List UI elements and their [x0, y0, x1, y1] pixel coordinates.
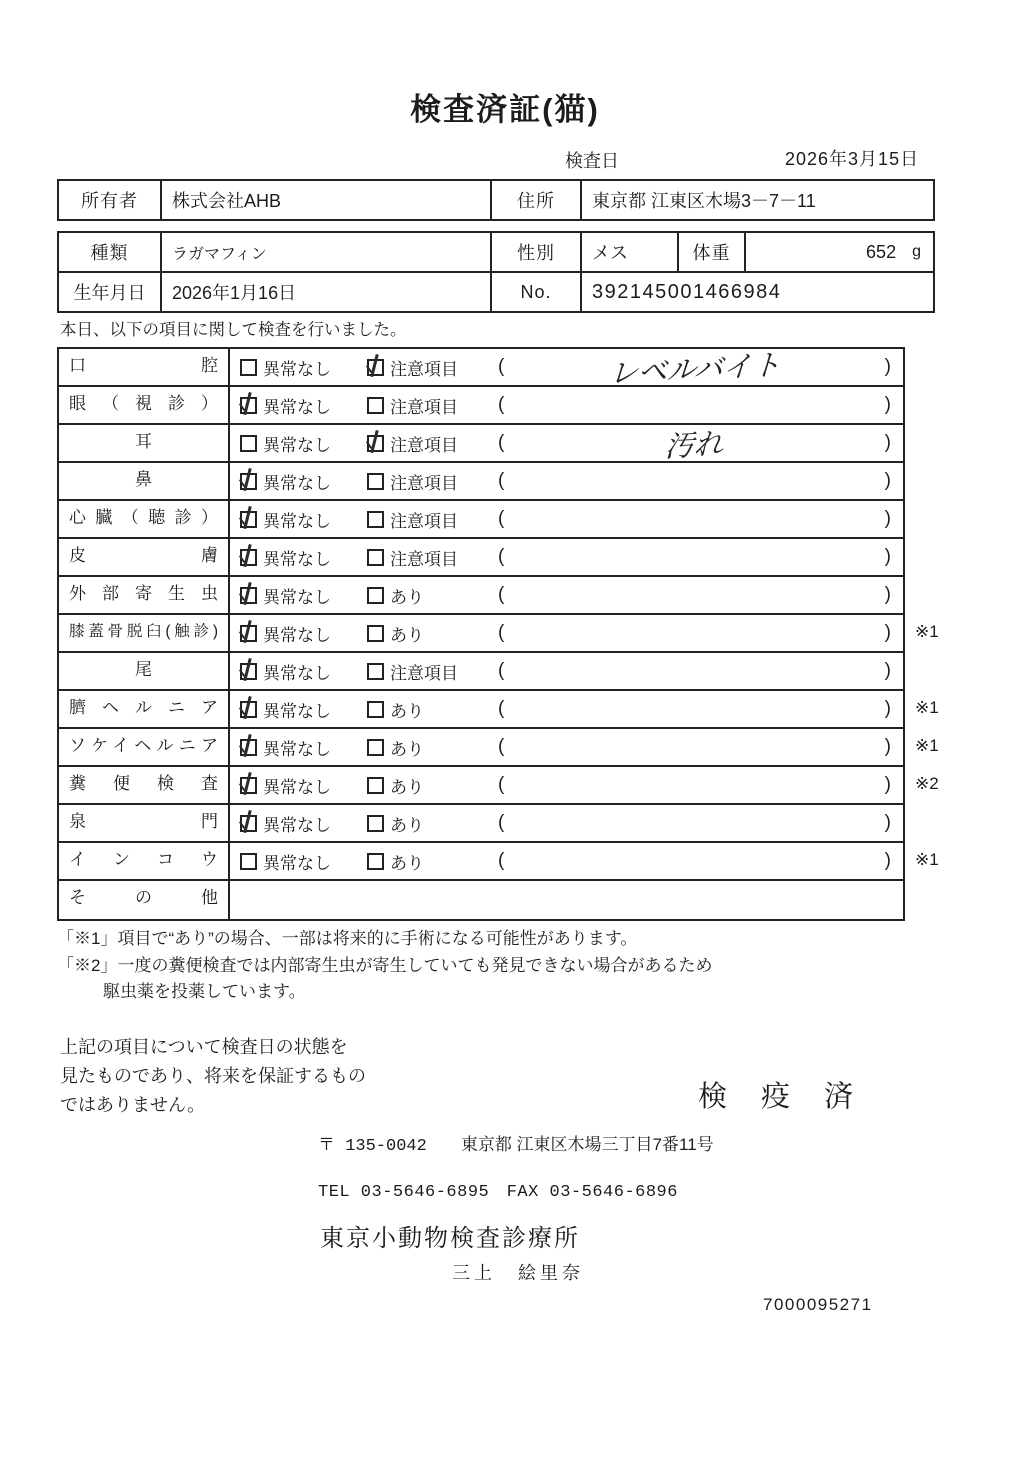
checkbox	[240, 549, 257, 566]
inspection-table	[57, 347, 939, 921]
note-area: ( )	[498, 698, 891, 719]
disclaimer-line-2: 見たものであり、将来を保証するもの	[60, 1066, 366, 1086]
option-present	[367, 583, 492, 608]
checkbox	[240, 853, 257, 870]
option-no-abnormality	[230, 773, 367, 798]
option-label: 注意項目	[390, 511, 458, 531]
option-label: あり	[390, 739, 424, 759]
checkbox	[240, 397, 257, 414]
item-label: 外部寄生虫	[59, 577, 230, 613]
checkbox	[240, 777, 257, 794]
option-attention	[367, 393, 492, 418]
note-area: ( )	[498, 622, 891, 643]
microchip-no-label: No.	[492, 273, 582, 311]
inspection-row-ectoparasites	[59, 577, 903, 615]
footnote-mark: ※1	[915, 622, 939, 641]
item-label: その他	[59, 881, 230, 919]
owner-row	[59, 181, 933, 219]
breed-value: ラガマフィン	[162, 233, 492, 271]
disclaimer-text	[60, 1033, 366, 1120]
option-attention	[367, 659, 492, 684]
option-no-abnormality	[230, 697, 367, 722]
clinic-name: 東京小動物検査診療所	[320, 1225, 580, 1252]
breed-row	[59, 233, 933, 271]
option-label: 注意項目	[390, 473, 458, 493]
item-label: 口腔	[59, 349, 230, 385]
item-label: 泉門	[59, 805, 230, 841]
checkbox	[240, 587, 257, 604]
checkbox	[367, 473, 384, 490]
footnote-1: 「※1」項目で“あり”の場合、一部は将来的に手術になる可能性があります。	[57, 929, 638, 948]
clinic-address: 東京都 江東区木場三丁目7番11号	[460, 1135, 714, 1154]
checkbox	[367, 663, 384, 680]
item-label: 耳	[59, 425, 230, 461]
note-area: ( )	[498, 850, 891, 871]
option-label: 異常なし	[263, 777, 331, 797]
option-label: 異常なし	[263, 549, 331, 569]
intro-text: 本日、以下の項目に関して検査を行いました。	[60, 321, 407, 339]
postal-code: 〒 135-0042	[318, 1137, 427, 1156]
checkbox	[240, 701, 257, 718]
footnote-2-continued: 駆虫薬を投薬しています。	[103, 982, 306, 1001]
address-label: 住所	[492, 181, 582, 219]
checkbox	[240, 473, 257, 490]
inspection-row-inguinal-hernia	[59, 729, 939, 767]
checkbox	[240, 359, 257, 376]
checkbox	[367, 549, 384, 566]
birth-row	[59, 271, 933, 311]
footnote-mark: ※2	[915, 774, 939, 793]
option-no-abnormality	[230, 621, 367, 646]
option-label: 異常なし	[263, 663, 331, 683]
checkbox	[367, 511, 384, 528]
option-present	[367, 773, 492, 798]
option-label: あり	[390, 777, 424, 797]
option-label: 異常なし	[263, 625, 331, 645]
footnote-2: 「※2」一度の糞便検査では内部寄生虫が寄生していても発見できない場合があるため	[57, 956, 713, 975]
option-no-abnormality	[230, 545, 367, 570]
option-label: 異常なし	[263, 739, 331, 759]
note-area: ( レベルバイト )	[492, 347, 903, 388]
tel-fax-line: TEL 03-5646-6895 FAX 03-5646-6896	[318, 1183, 678, 1202]
inspection-row-heart	[59, 501, 903, 539]
note-area: ( )	[498, 394, 891, 415]
option-attention	[367, 469, 492, 494]
checkbox	[367, 815, 384, 832]
option-no-abnormality	[230, 431, 367, 456]
option-present	[367, 811, 492, 836]
pet-info-table	[57, 231, 935, 313]
option-attention	[367, 507, 492, 532]
option-attention	[367, 545, 492, 570]
option-label: 異常なし	[263, 435, 331, 455]
option-label: 異常なし	[263, 473, 331, 493]
option-label: あり	[390, 587, 424, 607]
option-label: 注意項目	[390, 549, 458, 569]
note-area: ( )	[498, 546, 891, 567]
inspection-row-nose	[59, 463, 903, 501]
item-label: 尾	[59, 653, 230, 689]
owner-label: 所有者	[59, 181, 162, 219]
checkbox	[367, 853, 384, 870]
footnote-mark: ※1	[915, 850, 939, 869]
option-label: 注意項目	[390, 435, 458, 455]
option-label: 異常なし	[263, 853, 331, 873]
veterinarian-name: 三上 絵里奈	[452, 1263, 584, 1283]
option-label: 異常なし	[263, 587, 331, 607]
option-no-abnormality	[230, 735, 367, 760]
birth-label: 生年月日	[59, 273, 162, 311]
sex-value: メス	[582, 233, 679, 271]
item-label: 臍ヘルニア	[59, 691, 230, 727]
inspection-row-mouth	[59, 348, 903, 391]
checkbox	[240, 625, 257, 642]
option-no-abnormality	[230, 583, 367, 608]
option-present	[367, 849, 492, 874]
option-no-abnormality	[230, 507, 367, 532]
option-label: あり	[390, 701, 424, 721]
footnote-mark: ※1	[915, 736, 939, 755]
inspection-date-value: 2026年3月15日	[785, 149, 920, 169]
note-area: ( )	[498, 736, 891, 757]
note-area: ( 汚れ )	[492, 423, 903, 464]
inspection-row-eyes	[59, 387, 903, 425]
footnote-mark: ※1	[915, 698, 939, 717]
inspection-row-fontanelle	[59, 805, 903, 843]
option-label: 異常なし	[263, 359, 331, 379]
checkbox	[240, 739, 257, 756]
weight-value-cell	[746, 233, 933, 271]
option-present	[367, 697, 492, 722]
weight-label: 体重	[679, 233, 746, 271]
inspection-row-skin	[59, 539, 903, 577]
breed-label: 種類	[59, 233, 162, 271]
note-area: ( )	[498, 584, 891, 605]
option-present	[367, 621, 492, 646]
owner-table	[57, 179, 935, 221]
inspection-row-inkou	[59, 843, 939, 881]
checkbox	[240, 511, 257, 528]
checkbox	[367, 359, 384, 376]
option-attention	[367, 355, 492, 380]
checkbox	[367, 739, 384, 756]
inspection-row-ears	[59, 425, 903, 463]
checkbox	[367, 587, 384, 604]
empty-area	[230, 881, 903, 919]
note-area: ( )	[498, 774, 891, 795]
inspection-row-patella	[59, 615, 939, 653]
disclaimer-line-1: 上記の項目について検査日の状態を	[60, 1037, 348, 1057]
checkbox	[367, 625, 384, 642]
microchip-no-value: 392145001466984	[592, 280, 782, 303]
checkbox	[240, 663, 257, 680]
item-label: 心臓（聴診）	[59, 501, 230, 537]
option-label: 注意項目	[390, 359, 458, 379]
option-no-abnormality	[230, 659, 367, 684]
option-no-abnormality	[230, 355, 367, 380]
note-area: ( )	[498, 508, 891, 529]
checkbox	[367, 777, 384, 794]
option-no-abnormality	[230, 849, 367, 874]
option-present	[367, 735, 492, 760]
address-value: 東京都 江東区木場3－7－11	[592, 191, 816, 211]
option-no-abnormality	[230, 811, 367, 836]
handwritten-note: 汚れ	[664, 427, 725, 464]
option-label: 異常なし	[263, 511, 331, 531]
item-label: インコウ	[59, 843, 230, 879]
option-label: 異常なし	[263, 701, 331, 721]
checkbox	[367, 435, 384, 452]
inspection-date-label: 検査日	[565, 151, 619, 171]
inspection-row-fecal-exam	[59, 767, 939, 805]
weight-value: 652	[866, 241, 897, 262]
item-label: ソケイヘルニア	[59, 729, 230, 765]
note-area: ( )	[498, 812, 891, 833]
item-label: 眼（視診）	[59, 387, 230, 423]
note-area: ( )	[498, 470, 891, 491]
option-label: あり	[390, 625, 424, 645]
checkbox	[367, 397, 384, 414]
inspection-row-umbilical-hernia	[59, 691, 939, 729]
inspection-row-tail	[59, 653, 903, 691]
option-label: あり	[390, 815, 424, 835]
clinic-address-line	[318, 1130, 714, 1156]
owner-value: 株式会社AHB	[162, 181, 492, 219]
option-no-abnormality	[230, 469, 367, 494]
option-label: 注意項目	[390, 663, 458, 683]
checkbox	[240, 815, 257, 832]
option-no-abnormality	[230, 393, 367, 418]
item-label: 糞便検査	[59, 767, 230, 803]
quarantine-passed-stamp: 検 疫 済	[698, 1081, 867, 1113]
option-label: あり	[390, 853, 424, 873]
item-label: 皮膚	[59, 539, 230, 575]
note-area: ( )	[498, 660, 891, 681]
option-label: 注意項目	[390, 397, 458, 417]
handwritten-note: レベルバイト	[607, 348, 782, 391]
checkbox	[367, 701, 384, 718]
item-label: 膝蓋骨脱臼(触診)	[59, 615, 230, 651]
weight-unit: g	[912, 243, 921, 260]
option-label: 異常なし	[263, 815, 331, 835]
option-label: 異常なし	[263, 397, 331, 417]
checkbox	[240, 435, 257, 452]
option-attention	[367, 431, 492, 456]
inspection-row-other	[59, 881, 903, 919]
sex-label: 性別	[492, 233, 582, 271]
page-title: 検査済証(猫)	[410, 92, 600, 127]
disclaimer-line-3: ではありません。	[60, 1095, 206, 1115]
item-label: 鼻	[59, 463, 230, 499]
serial-number: 7000095271	[763, 1295, 873, 1314]
birth-value: 2026年1月16日	[162, 273, 492, 311]
